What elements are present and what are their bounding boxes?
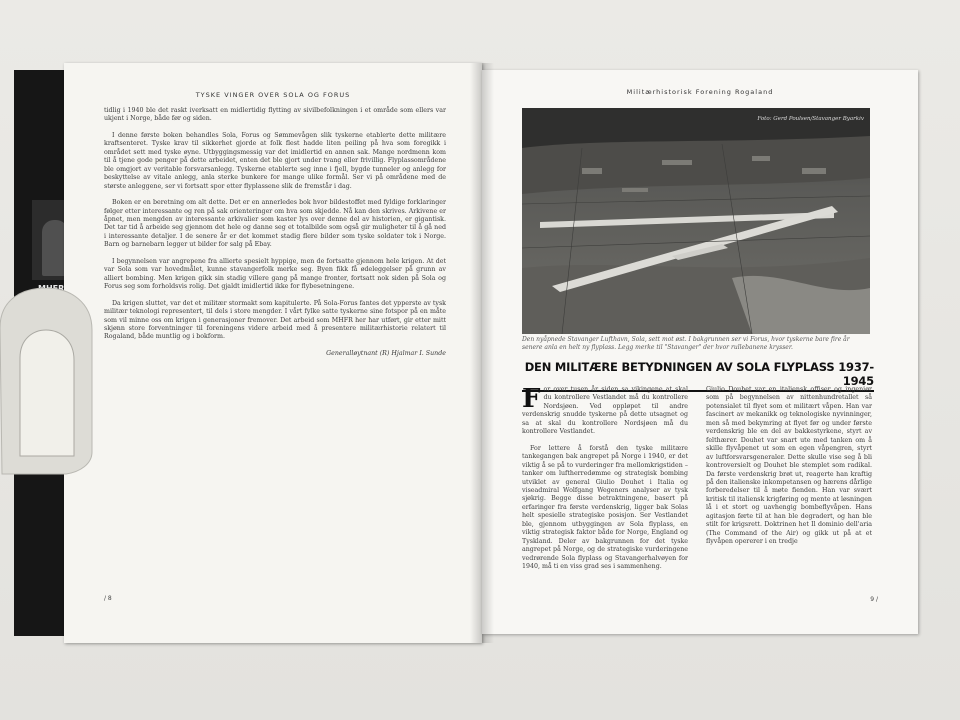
photo-caption: Den nyåpnede Stavanger Lufthavn, Sola, sett mot øst. I bakgrunnen ser vi Forus, hvor tyskerne bare fire år senere anla en helt ny flyplass. Legg merke til "Stavanger" der hvor rullebanene krysser. bbox=[522, 336, 850, 351]
left-page bbox=[64, 63, 482, 643]
right-running-head: Militærhistorisk Forening Rogaland bbox=[626, 88, 774, 96]
paragraph: tidlig i 1940 ble det raskt iverksatt en midlertidig flytting av sivilbefolkningen i et område som ellers var ukjent i Norge, både før og siden. bbox=[104, 107, 446, 123]
section-title: DEN MILITÆRE BETYDNINGEN AV SOLA FLYPLASS 1937-1945 bbox=[522, 360, 874, 392]
left-running-head: TYSKE VINGER OVER SOLA OG FORUS bbox=[195, 91, 351, 99]
paragraph: Da krigen sluttet, var det et militær stormakt som kapitulerte. På Sola-Forus fantes det ypperste av tysk militær teknologi representert, til dels i store mengder. I vårt fylke satte tyskerne sine fotspor på en måte som vil minne oss om krigen i generasjoner fremover. Det arbeid som MHFR her har utført, gir etter mitt skjønn store forventninger til foreningens videre arbeid med å presentere militærhistorie relatert til Rogaland, både muntlig og i bokform. bbox=[104, 299, 446, 341]
photo-credit: Foto: Gerd Poulsen/Stavanger Byarkiv bbox=[757, 116, 864, 122]
book-gutter-shadow bbox=[470, 63, 494, 643]
left-body-text bbox=[104, 107, 446, 358]
text-column-2 bbox=[706, 386, 872, 555]
paragraph: Giulio Douhet var en italiensk offiser og ingeniør som på begynnelsen av nittenhundretallet så potensialet til flyet som et militært våpen. Han var fascinert av mekanikk og teknologiske nyvinninger, men så med bekymring at flyet før og under første verdenskrig ble en del av bakkestyrkene, styrt av felthærer. Douhet var snart ute med tanken om å skille flyvåpenet ut som en egen våpengren, styrt av luftforsvarsgeneraler. Dette skulle vise seg å bli kontroversielt og Douhet ble stemplet som radikal. Da første verdenskrig brøt ut, reagerte han kraftig på den italienske inkompetansen og hærens dårlige forberedelser til å møte fienden. Han var svært kritisk til italiensk krigføring og mente at løsningen lå i et stort og uavhengig bombeflyvåpen. Hans agitasjon førte til at han ble degradert, og han ble stilt for krigsrett. Doktrinen het Il dominio dell'aria (The Command of the Air) og gikk ut på at et flyvåpen opererer i en tredje bbox=[706, 386, 872, 546]
drop-cap: F bbox=[522, 384, 541, 414]
aerial-photo bbox=[522, 108, 870, 334]
paragraph bbox=[522, 386, 688, 437]
text-column-1 bbox=[522, 386, 688, 580]
paragraph-text: or over tusen år siden sa vikingene at skal du kontrollere Vestlandet må du kontrollere Nordsjøen. Ved oppløpet til andre verdenskrig snudde tyskerne på dette utsagnet og sa at skal du kontrollere Nordsjøen må du kontrollere Vestlandet. bbox=[522, 386, 688, 436]
left-page-number: / 8 bbox=[104, 595, 112, 602]
paragraph: I begynnelsen var angrepene fra allierte spesielt hyppige, men de fortsatte gjennom hele krigen. At det var Sola som var hovedmålet, kunne stavangerfolk merke seg. Byen fikk få ødeleggelser på grunn av alliert bombing. Men krigen gikk sin stadig villere gang på mange fronter, fortsatt nok siden på Sola og Forus seg som forholdsvis rolig. Det gjaldt imidlertid ikke for flybesetningene. bbox=[104, 257, 446, 291]
right-page bbox=[482, 70, 918, 634]
paragraph: For lettere å forstå den tyske militære tankegangen bak angrepet på Norge i 1940, er det viktig å se på to vurderinger fra mellomkrigstiden – tanker om luftherredømme og strategisk bombing utviklet av general Giulio Douhet i Italia og viseadmiral Wolfgang Wegeners analyser av tysk sjøkrig. Begge disse betraktningene, basert på erfaringer fra første verdenskrig, ligger bak Solas helt spesielle strategiske posisjon. Ser Vestlandet ble, gjennom utbyggingen av Sola flyplass, en viktig strategisk faktor både for Norge, England og Tyskland. Deler av bakgrunnen for det tyske angrepet på Norge, og de strategiske vurderingene vedrørende Sola flyplass og Stavangerhalvøyen for 1940, må ti en viss grad ses i sammenheng. bbox=[522, 444, 688, 571]
paragraph: Boken er en beretning om alt dette. Det er en annerledes bok hvor bildestoffet med fyldige forklaringer følger etter interessante og ren på sak orienteringer om hva som skjedde. Nå kan den skrives. Arkivene er åpnet, men mengden av interessante arkivalier som kaster lys over denne del av historien, er gigantisk. Det tar tid å arbeide seg gjennom det hele og danne seg et totalbilde som også gir muligheter til å gå ned i interessante detaljer. I de senere år er det kommet stadig flere bilder som tyske soldater tok i Norge. Barn og barnebarn legger ut bilder for salg på Ebay. bbox=[104, 199, 446, 249]
paragraph: I denne første boken behandles Sola, Forus og Sømmevågen slik tyskerne etablerte dette militære kraftsenteret. Tyske krav til sikkerhet gjorde at folk flest hadde liten peiling på hva som foregikk i området sett med tyske øyne. Utbyggingsmessig var det imidlertid en annen sak. Mange nordmenn kom til å tjene gode penger på dette arbeidet, enten det ble gjort under tvang eller frivillig. Flyplassområdene ble omgjort av veritable forsvarsanlegg. Tyskerne etablerte seg inne i fjell, bygde tunneler og anlegg for beskyttelse av vitale anlegg, anla sterke bunkere for mange ulike formål. Ser vi på områdene med de største anleggene, ser vi fortsatt spor etter flyplassene slik de fremstår i dag. bbox=[104, 131, 446, 190]
bookmark bbox=[0, 288, 94, 478]
airfield-aerial-illustration bbox=[522, 108, 870, 334]
right-page-number: 9 / bbox=[870, 596, 878, 603]
signature: Generalløytnant (R) Hjalmar I. Sunde bbox=[326, 349, 446, 357]
